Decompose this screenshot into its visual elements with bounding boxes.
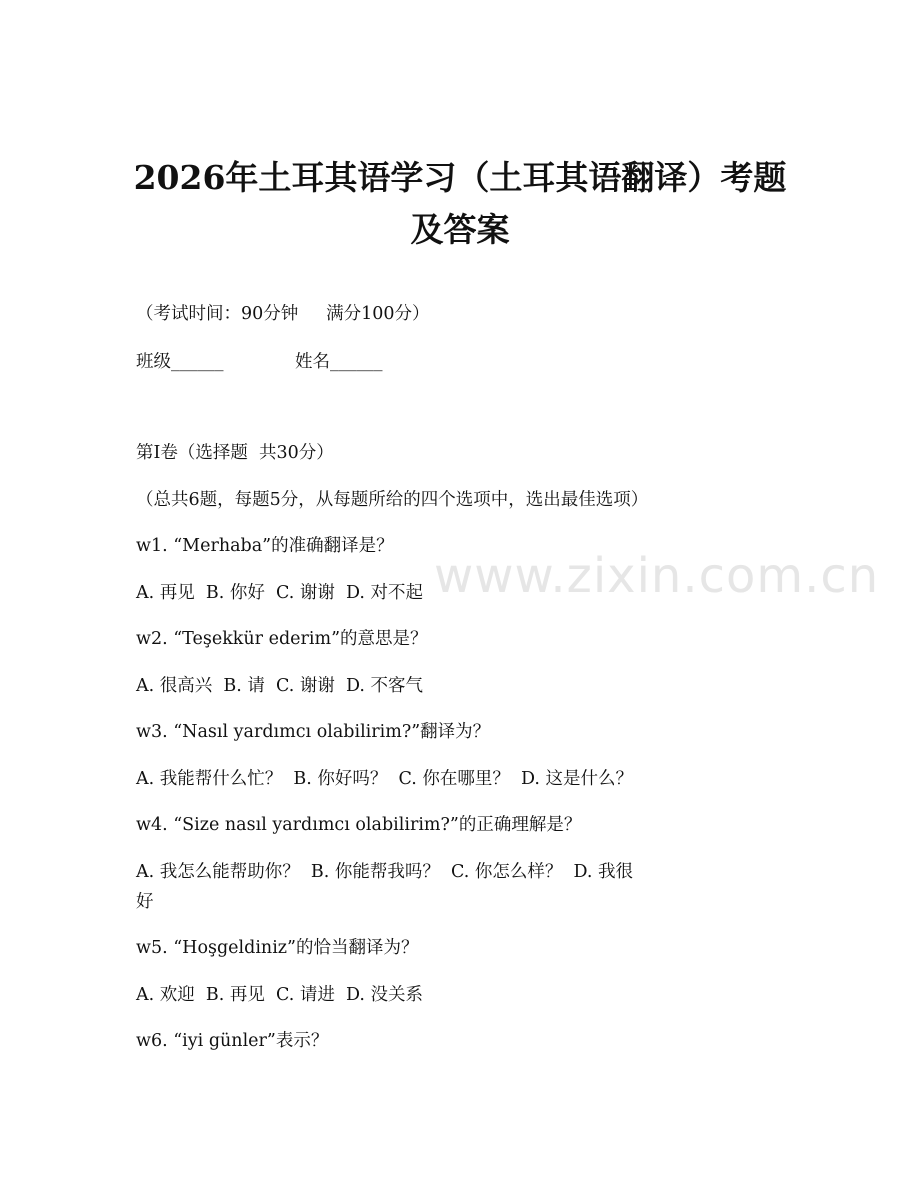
question-3-options: A. 我能帮什么忙？ B. 你好吗？ C. 你在哪里？ D. 这是什么？ xyxy=(136,769,634,789)
watermark: www.zixin.com.cn xyxy=(434,548,880,604)
document-title xyxy=(90,152,830,256)
question-6: w6. “iyi günler”表示？ xyxy=(136,1031,329,1051)
question-4-options: A. 我怎么能帮助你？ B. 你能帮我吗？ C. 你怎么样？ D. 我很 xyxy=(136,862,634,882)
name-field: 姓名______ xyxy=(295,352,383,372)
title-line-2: 及答案 xyxy=(410,210,510,249)
question-2: w2. “Teşekkür ederim”的意思是？ xyxy=(136,629,428,649)
exam-info: （考试时间：90分钟 满分100分） xyxy=(136,304,430,324)
title-line-1: 2026年土耳其语学习（土耳其语翻译）考题 xyxy=(133,158,787,197)
question-5-options: A. 欢迎 B. 再见 C. 请进 D. 没关系 xyxy=(136,985,424,1005)
class-field: 班级______ xyxy=(136,352,224,372)
question-4: w4. “Size nasıl yardımcı olabilirim?”的正确理解是？ xyxy=(136,815,582,835)
question-3: w3. “Nasıl yardımcı olabilirim?”翻译为？ xyxy=(136,722,491,742)
question-5: w5. “Hoşgeldiniz”的恰当翻译为？ xyxy=(136,938,419,958)
question-1: w1. “Merhaba”的准确翻译是？ xyxy=(136,536,394,556)
section-instruction: （总共6题，每题5分，从每题所给的四个选项中，选出最佳选项） xyxy=(136,490,649,510)
section-header: 第Ⅰ卷（选择题 共30分） xyxy=(136,443,334,463)
question-2-options: A. 很高兴 B. 请 C. 谢谢 D. 不客气 xyxy=(136,676,424,696)
question-4-options-continued: 好 xyxy=(136,892,154,912)
question-1-options: A. 再见 B. 你好 C. 谢谢 D. 对不起 xyxy=(136,583,424,603)
